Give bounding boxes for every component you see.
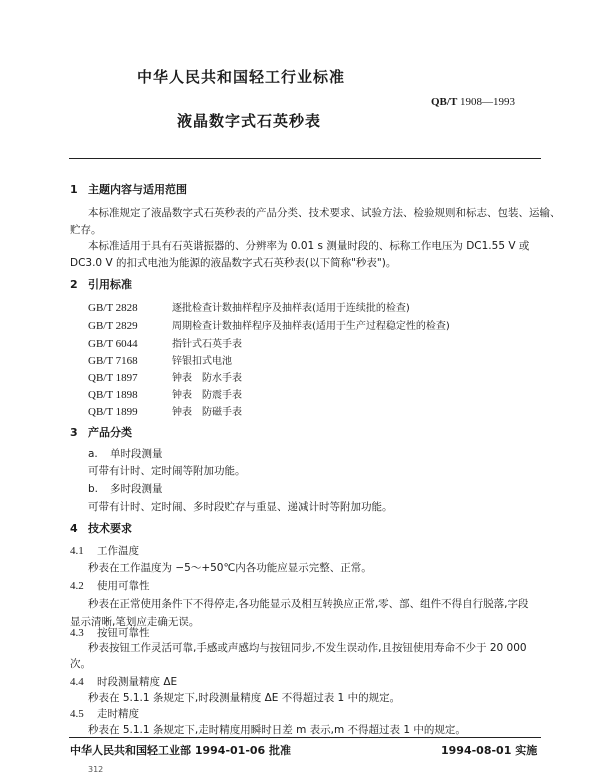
section-2-heading bbox=[70, 276, 132, 292]
item-label: a. bbox=[88, 448, 98, 460]
reference-title: 周期检查计数抽样程序及抽样表(适用于生产过程稳定性的检查) bbox=[172, 321, 450, 332]
reference-item bbox=[88, 317, 450, 332]
subsection-number: 4.5 bbox=[70, 708, 84, 720]
page-number: 312 bbox=[88, 765, 104, 774]
section-4-heading bbox=[70, 520, 132, 536]
subsection-4-3 bbox=[70, 625, 150, 640]
paragraph-line: 贮存。 bbox=[70, 224, 102, 236]
subsection-number: 4.4 bbox=[70, 676, 84, 688]
reference-item bbox=[88, 369, 242, 384]
reference-title: 指针式石英手表 bbox=[172, 339, 242, 350]
subsection-number: 4.3 bbox=[70, 627, 84, 639]
subsection-number: 4.2 bbox=[70, 580, 84, 592]
list-item-a bbox=[88, 446, 163, 461]
reference-code: QB/T 1897 bbox=[88, 372, 138, 384]
reference-code: GB/T 2828 bbox=[88, 302, 138, 314]
section-number: 3 bbox=[70, 426, 78, 439]
reference-code: QB/T 1899 bbox=[88, 406, 138, 418]
paragraph-line: 本标准规定了液晶数字式石英秒表的产品分类、技术要求、试验方法、检验规则和标志、包装、运输、 bbox=[88, 207, 561, 219]
reference-item bbox=[88, 403, 242, 418]
reference-code: GB/T 7168 bbox=[88, 355, 138, 367]
header-rule bbox=[69, 158, 541, 159]
reference-title: 锌银扣式电池 bbox=[172, 356, 232, 367]
paragraph-line: 秒表在工作温度为 −5～+50℃内各功能应显示完整、正常。 bbox=[88, 562, 372, 574]
standard-prefix: QB/T bbox=[431, 96, 458, 108]
reference-item bbox=[88, 352, 232, 367]
doc-title: 液晶数字式石英秒表 bbox=[177, 112, 322, 130]
paragraph-line: 秒表在 5.1.1 条规定下,走时精度用瞬时日差 m 表示,m 不得超过表 1 中的规定。 bbox=[88, 724, 466, 736]
paragraph-line: 秒表在正常使用条件下不得停走,各功能显示及相互转换应正常,零、部、组件不得自行脱落,字段 bbox=[88, 598, 529, 610]
standard-number bbox=[431, 96, 515, 108]
reference-code: GB/T 2829 bbox=[88, 320, 138, 332]
subsection-title: 走时精度 bbox=[97, 708, 139, 720]
item-title: 多时段测量 bbox=[110, 483, 163, 495]
standard-code: 1908—1993 bbox=[460, 96, 516, 108]
section-title: 产品分类 bbox=[88, 426, 132, 439]
subsection-title: 使用可靠性 bbox=[97, 580, 150, 592]
reference-code: GB/T 6044 bbox=[88, 338, 138, 350]
section-title: 技术要求 bbox=[88, 522, 132, 535]
reference-title: 钟表 防磁手表 bbox=[172, 407, 242, 418]
paragraph-line: DC3.0 V 的扣式电池为能源的液晶数字式石英秒表(以下简称"秒表")。 bbox=[70, 257, 397, 269]
paragraph-line: 秒表在 5.1.1 条规定下,时段测量精度 ΔE 不得超过表 1 中的规定。 bbox=[88, 692, 401, 704]
paragraph-line: 秒表按钮工作灵活可靠,手感或声感均与按钮同步,不发生误动作,且按钮使用寿命不少于 20 000 bbox=[88, 642, 527, 654]
reference-title: 钟表 防水手表 bbox=[172, 373, 242, 384]
reference-item bbox=[88, 335, 242, 350]
paragraph-line: 本标准适用于具有石英谐振器的、分辨率为 0.01 s 测量时段的、标称工作电压为 DC1.55 V 或 bbox=[88, 240, 530, 252]
reference-title: 逐批检查计数抽样程序及抽样表(适用于连续批的检查) bbox=[172, 303, 410, 314]
section-number: 1 bbox=[70, 183, 78, 196]
subsection-title: 按钮可靠性 bbox=[97, 627, 150, 639]
item-label: b. bbox=[88, 483, 99, 495]
section-title: 主题内容与适用范围 bbox=[88, 183, 187, 196]
subsection-4-5 bbox=[70, 706, 139, 721]
subsection-4-2 bbox=[70, 578, 150, 593]
section-title: 引用标准 bbox=[88, 278, 132, 291]
paragraph-line: 可带有计时、定时闹等附加功能。 bbox=[88, 465, 246, 477]
paragraph-line: 显示清晰,笔划应走确无误。 bbox=[70, 616, 200, 628]
reference-code: QB/T 1898 bbox=[88, 389, 138, 401]
subsection-title: 工作温度 bbox=[97, 545, 139, 557]
subsection-number: 4.1 bbox=[70, 545, 84, 557]
subsection-4-1 bbox=[70, 543, 139, 558]
implementation-date: 1994-08-01 实施 bbox=[441, 744, 538, 757]
reference-title: 钟表 防震手表 bbox=[172, 390, 242, 401]
reference-item bbox=[88, 299, 410, 314]
section-number: 4 bbox=[70, 522, 78, 535]
footer-rule bbox=[69, 737, 541, 738]
approval-line: 中华人民共和国轻工业部 1994-01-06 批准 bbox=[70, 744, 292, 757]
reference-item bbox=[88, 386, 242, 401]
item-title: 单时段测量 bbox=[110, 448, 163, 460]
subsection-4-4 bbox=[70, 674, 177, 689]
section-1-heading bbox=[70, 181, 187, 197]
list-item-b bbox=[88, 481, 163, 496]
org-title: 中华人民共和国轻工行业标准 bbox=[137, 68, 346, 86]
section-3-heading bbox=[70, 424, 132, 440]
subsection-title: 时段测量精度 ΔE bbox=[97, 676, 178, 688]
paragraph-line: 次。 bbox=[70, 658, 91, 670]
paragraph-line: 可带有计时、定时闹、多时段贮存与重显、递减计时等附加功能。 bbox=[88, 501, 393, 513]
section-number: 2 bbox=[70, 278, 78, 291]
